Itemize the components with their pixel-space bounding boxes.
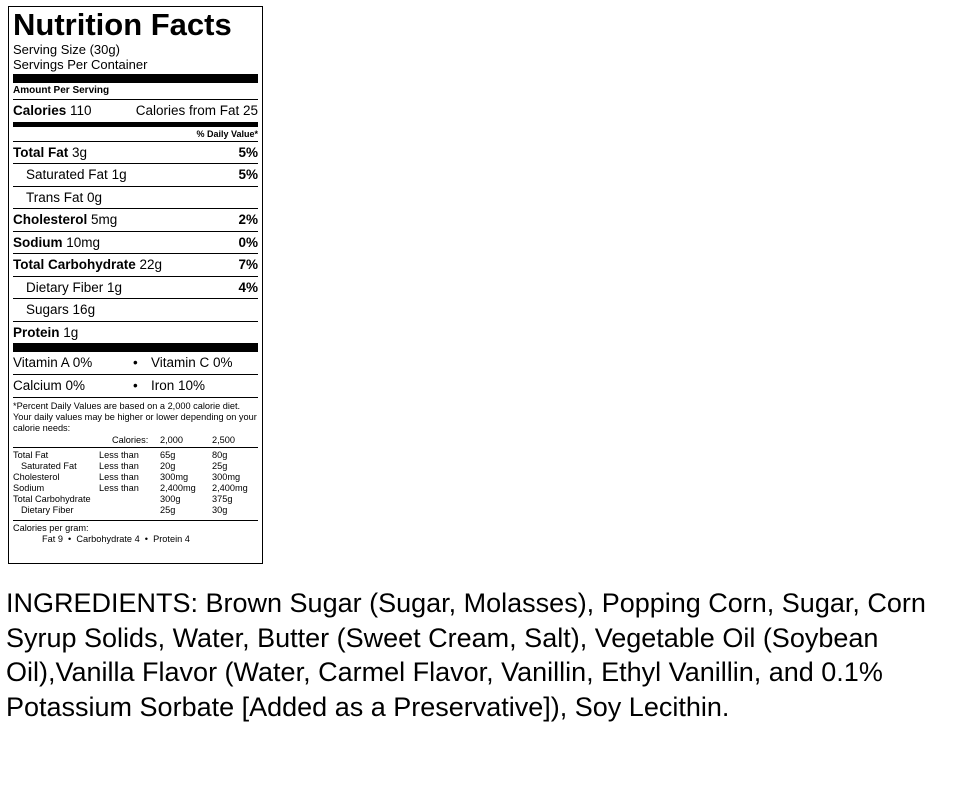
table-cell: Less than xyxy=(99,461,139,471)
nutrient-row-cholesterol xyxy=(13,208,258,231)
bullet: • xyxy=(133,355,138,370)
nutrient-pct: 2% xyxy=(238,212,258,228)
nutrient-row-protein xyxy=(13,321,258,344)
nutrient-amount: 1g xyxy=(111,167,127,183)
nutrient-row-trans-fat xyxy=(13,186,258,209)
nutrient-pct: 7% xyxy=(238,257,258,273)
table-cell: 80g xyxy=(212,450,228,460)
ingredients-text: INGREDIENTS: Brown Sugar (Sugar, Molasses), Popping Corn, Sugar, Corn Syrup Solids, Water, Butter (Sweet Cream, Salt), Vegetable Oil (Soybean Oil),Vanilla Flavor (Water, Carmel Flavor, Vanillin, Ethyl Vanillin, and 0.1% Potassium Sorbate [Added as a Preservative]), Soy Lecithin. xyxy=(6,588,926,722)
table-cell: Less than xyxy=(99,483,139,493)
table-cell: 300g xyxy=(160,494,181,504)
table-cell: 25g xyxy=(160,505,176,515)
nutrient-row-dietary-fiber xyxy=(13,276,258,299)
nutrient-row-saturated-fat xyxy=(13,163,258,186)
calcium: Calcium 0% xyxy=(13,378,86,393)
table-cell: Less than xyxy=(99,472,139,482)
table-cell: 300mg xyxy=(212,472,241,482)
nutrient-name: Dietary Fiber xyxy=(26,279,104,295)
nutrient-name: Total Carbohydrate xyxy=(13,257,136,273)
calories-per-gram-title: Calories per gram: xyxy=(13,523,89,533)
table-cell: 65g xyxy=(160,450,176,460)
table-cell: 20g xyxy=(160,461,176,471)
serving-size: Serving Size (30g) xyxy=(13,42,120,57)
nutrient-row-total-carbohydrate xyxy=(13,253,258,276)
table-cell: Less than xyxy=(99,450,139,460)
calories-from-fat: Calories from Fat 25 xyxy=(135,103,258,119)
nutrient-row-sodium xyxy=(13,231,258,254)
nutrient-amount: 10mg xyxy=(66,234,101,250)
nutrient-row-sugars xyxy=(13,298,258,321)
nutrient-amount: 1g xyxy=(107,279,123,295)
calories-per-gram-values: Fat 9 • Carbohydrate 4 • Protein 4 xyxy=(42,534,190,544)
table-cell: 2,400mg xyxy=(160,483,196,493)
nutrient-row-total-fat xyxy=(13,141,258,164)
nutrient-amount: 0g xyxy=(87,189,103,205)
footnote-text: *Percent Daily Values are based on a 2,000 calorie diet. Your daily values may be higher or lower depending on your calorie needs: xyxy=(13,401,257,433)
table-cell xyxy=(13,435,99,446)
amount-per-serving: Amount Per Serving xyxy=(13,85,110,96)
table-cell: Dietary Fiber xyxy=(21,505,74,515)
table-cell: Sodium xyxy=(13,483,45,493)
nutrient-pct: 0% xyxy=(238,234,258,250)
table-cell: Calories: xyxy=(112,435,149,445)
vitamin-c: Vitamin C 0% xyxy=(151,355,233,370)
calories-row xyxy=(13,99,258,122)
nutrient-amount: 3g xyxy=(72,144,88,160)
footnote-table-body xyxy=(13,448,258,516)
nutrition-facts-label xyxy=(8,6,263,564)
nutrient-amount: 16g xyxy=(72,302,96,318)
footnote-section xyxy=(13,397,258,545)
table-cell: 375g xyxy=(212,494,233,504)
vitamin-a: Vitamin A 0% xyxy=(13,355,93,370)
vitamin-row xyxy=(13,374,258,397)
table-cell xyxy=(99,494,160,505)
table-cell: Total Carbohydrate xyxy=(13,494,91,504)
nutrient-name: Total Fat xyxy=(13,144,69,160)
nutrient-name: Saturated Fat xyxy=(26,167,108,183)
table-cell: 25g xyxy=(212,461,228,471)
label-title: Nutrition Facts xyxy=(13,7,232,42)
footnote-table-header xyxy=(13,435,258,448)
table-cell: 300mg xyxy=(160,472,189,482)
calories-per-gram xyxy=(13,520,258,545)
vitamin-row xyxy=(13,352,258,374)
table-cell: Saturated Fat xyxy=(21,461,77,471)
iron: Iron 10% xyxy=(151,378,206,393)
calories-value: 110 xyxy=(70,103,92,119)
daily-value-header: % Daily Value* xyxy=(196,128,258,139)
nutrient-pct: 4% xyxy=(238,279,258,295)
nutrient-pct: 5% xyxy=(238,144,258,160)
table-cell: 30g xyxy=(212,505,228,515)
nutrient-amount: 5mg xyxy=(91,212,118,228)
nutrient-name: Sodium xyxy=(13,234,63,250)
servings-per-container: Servings Per Container xyxy=(13,57,148,72)
thick-divider xyxy=(13,74,258,83)
table-cell: 2,500 xyxy=(212,435,235,445)
nutrient-name: Sugars xyxy=(26,302,69,318)
calories-label: Calories xyxy=(13,103,67,119)
table-cell: Total Fat xyxy=(13,450,49,460)
nutrient-amount: 22g xyxy=(139,257,163,273)
table-cell xyxy=(99,505,160,516)
thick-divider xyxy=(13,343,258,352)
bullet: • xyxy=(133,378,138,393)
nutrient-pct: 5% xyxy=(238,167,258,183)
nutrient-name: Cholesterol xyxy=(13,212,88,228)
nutrient-amount: 1g xyxy=(63,324,79,340)
table-cell: 2,400mg xyxy=(212,483,248,493)
nutrient-name: Trans Fat xyxy=(26,189,84,205)
table-cell: 2,000 xyxy=(160,435,183,445)
table-cell: Cholesterol xyxy=(13,472,60,482)
nutrient-name: Protein xyxy=(13,324,60,340)
